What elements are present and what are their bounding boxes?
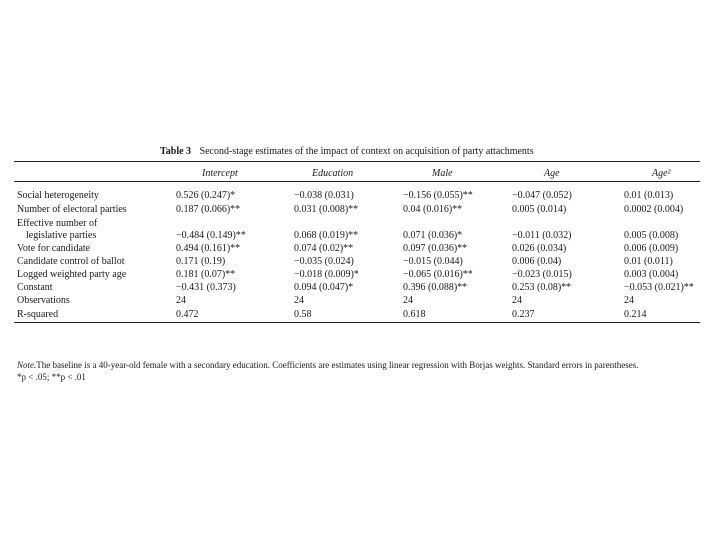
- table-cell: 0.071 (0.036)*: [403, 230, 463, 241]
- note-text: The baseline is a 40-year-old female with a secondary education. Coefficients are estimates using linear regression with Borjas weights. Standard errors in parentheses.: [36, 360, 639, 370]
- table-cell: 0.214: [624, 309, 647, 320]
- table-cell: 0.618: [403, 309, 426, 320]
- table-cell: −0.035 (0.024): [294, 256, 354, 267]
- table-cell: 0.396 (0.088)**: [403, 282, 468, 293]
- table-cell: 0.237: [512, 309, 535, 320]
- table-caption: Second-stage estimates of the impact of context on acquisition of party attachments: [199, 146, 534, 157]
- table-cell: 0.074 (0.02)**: [294, 243, 354, 254]
- table-cell: 0.01 (0.013): [624, 190, 674, 201]
- table-cell: 24: [294, 295, 304, 306]
- significance-note: *p < .05; **p < .01: [17, 372, 86, 382]
- table-cell: 24: [176, 295, 186, 306]
- table-cell: 0.04 (0.016)**: [403, 204, 463, 215]
- table-note: [17, 359, 638, 383]
- row-label: Vote for candidate: [17, 243, 91, 254]
- table-cell: −0.053 (0.021)**: [624, 282, 694, 293]
- table-cell: 0.094 (0.047)*: [294, 282, 354, 293]
- table-cell: 0.005 (0.014): [512, 204, 567, 215]
- table-cell: 0.171 (0.19): [176, 256, 226, 267]
- table-cell: −0.023 (0.015): [512, 269, 572, 280]
- table-cell: 24: [512, 295, 522, 306]
- table-row: [14, 256, 700, 268]
- top-rule: [14, 161, 700, 162]
- table-row: [14, 230, 700, 242]
- row-label: R-squared: [17, 309, 59, 320]
- table-cell: −0.431 (0.373): [176, 282, 236, 293]
- col-header-age-squared: Age²: [652, 168, 671, 179]
- table-cell: 0.494 (0.161)**: [176, 243, 241, 254]
- table-cell: −0.038 (0.031): [294, 190, 354, 201]
- bottom-rule: [14, 322, 700, 323]
- table-row: [14, 190, 700, 202]
- table-cell: 0.01 (0.011): [624, 256, 673, 267]
- table-cell: −0.018 (0.009)*: [294, 269, 359, 280]
- table-cell: 0.253 (0.08)**: [512, 282, 572, 293]
- table-row: [14, 309, 700, 321]
- table-cell: 24: [624, 295, 634, 306]
- table-cell: −0.011 (0.032): [512, 230, 572, 241]
- table-row: [14, 269, 700, 281]
- table-cell: −0.015 (0.044): [403, 256, 463, 267]
- col-header-age: Age: [544, 168, 560, 179]
- table-cell: 0.068 (0.019)**: [294, 230, 359, 241]
- table-cell: 0.58: [294, 309, 312, 320]
- col-header-education: Education: [312, 168, 354, 179]
- row-label: Observations: [17, 295, 70, 306]
- table-cell: 0.026 (0.034): [512, 243, 567, 254]
- table-cell: 0.181 (0.07)**: [176, 269, 236, 280]
- table-cell: −0.065 (0.016)**: [403, 269, 473, 280]
- col-header-male: Male: [432, 168, 453, 179]
- table-cell: −0.047 (0.052): [512, 190, 572, 201]
- table-cell: 0.0002 (0.004): [624, 204, 684, 215]
- table-cell: 0.005 (0.008): [624, 230, 679, 241]
- table-cell: −0.484 (0.149)**: [176, 230, 246, 241]
- row-label: Social heterogeneity: [17, 190, 99, 201]
- table-title: [160, 146, 534, 157]
- table-row: [14, 243, 700, 255]
- table-cell: −0.156 (0.055)**: [403, 190, 473, 201]
- table-cell: 0.472: [176, 309, 199, 320]
- col-header-intercept: Intercept: [202, 168, 238, 179]
- row-label: Logged weighted party age: [17, 269, 127, 280]
- row-label: Number of electoral parties: [17, 204, 127, 215]
- table-cell: 0.003 (0.004): [624, 269, 679, 280]
- row-label: Candidate control of ballot: [17, 256, 125, 267]
- table-cell: 0.187 (0.066)**: [176, 204, 241, 215]
- note-prefix: Note.: [17, 360, 37, 370]
- table-cell: 0.526 (0.247)*: [176, 190, 236, 201]
- table-row: [14, 218, 700, 230]
- table-cell: 0.031 (0.008)**: [294, 204, 359, 215]
- header-rule: [14, 181, 700, 182]
- table-row: [14, 282, 700, 294]
- table-label: Table 3: [160, 146, 192, 157]
- table-cell: 0.006 (0.04): [512, 256, 562, 267]
- row-label: legislative parties: [26, 230, 97, 241]
- table-row: [14, 204, 700, 216]
- row-label: Constant: [17, 282, 53, 293]
- table-row: [14, 295, 700, 307]
- table-cell: 24: [403, 295, 413, 306]
- row-label: Effective number of: [17, 218, 98, 229]
- table-cell: 0.006 (0.009): [624, 243, 679, 254]
- table-cell: 0.097 (0.036)**: [403, 243, 468, 254]
